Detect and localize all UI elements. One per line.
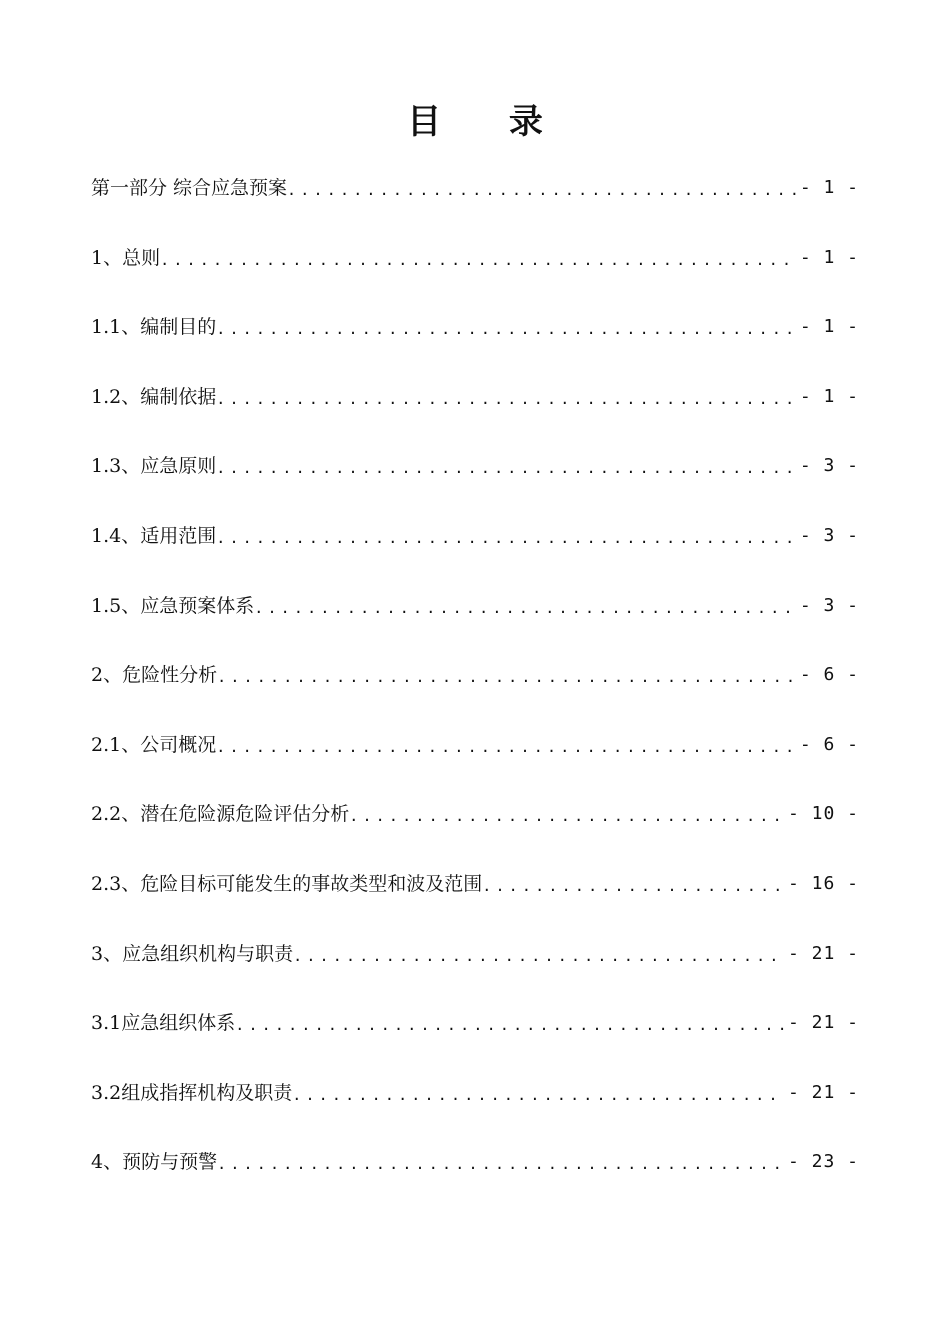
toc-entry-page: - 16 - [787, 872, 859, 894]
toc-entry-page: - 3 - [799, 455, 859, 477]
toc-entry[interactable] [91, 1075, 859, 1145]
table-of-contents [91, 170, 859, 1214]
toc-entry-label: 1.3、应急原则 [91, 455, 217, 478]
toc-entry[interactable] [91, 240, 859, 310]
toc-entry[interactable] [91, 1005, 859, 1075]
toc-entry[interactable] [91, 796, 859, 866]
toc-entry[interactable] [91, 379, 859, 449]
toc-entry-label: 1.1、编制目的 [91, 316, 217, 339]
toc-entry-page: - 21 - [787, 942, 859, 964]
toc-leader-dots [287, 170, 796, 208]
toc-entry-label: 3.1应急组织体系 [91, 1012, 236, 1035]
toc-leader-dots [216, 309, 796, 347]
toc-entry-page: - 6 - [799, 664, 859, 686]
toc-entry-label: 1.4、适用范围 [91, 524, 217, 547]
toc-leader-dots [235, 1005, 784, 1043]
toc-entry-label: 3.2组成指挥机构及职责 [91, 1081, 293, 1104]
toc-leader-dots [217, 657, 796, 695]
toc-entry[interactable] [91, 866, 859, 936]
toc-entry-label: 4、预防与预警 [91, 1151, 218, 1174]
toc-entry-label: 第一部分 综合应急预案 [91, 177, 288, 199]
toc-entry[interactable] [91, 936, 859, 1006]
toc-leader-dots [216, 448, 796, 486]
toc-entry-label: 2.1、公司概况 [91, 733, 217, 756]
toc-leader-dots [217, 1144, 784, 1182]
toc-entry-label: 2.3、危险目标可能发生的事故类型和波及范围 [91, 872, 483, 895]
toc-entry-page: - 3 - [799, 524, 859, 546]
toc-entry-label: 1.5、应急预案体系 [91, 594, 255, 617]
toc-entry[interactable] [91, 170, 859, 240]
toc-entry-label: 1、总则 [91, 246, 161, 269]
toc-entry-label: 3、应急组织机构与职责 [91, 942, 294, 965]
toc-entry[interactable] [91, 727, 859, 797]
toc-leader-dots [292, 1075, 784, 1113]
toc-leader-dots [293, 936, 784, 974]
toc-entry-page: - 1 - [799, 385, 859, 407]
toc-entry-page: - 1 - [799, 246, 859, 268]
toc-entry[interactable] [91, 518, 859, 588]
toc-leader-dots [254, 588, 796, 626]
toc-leader-dots [349, 796, 784, 834]
toc-entry[interactable] [91, 448, 859, 518]
toc-entry-label: 2.2、潜在危险源危险评估分析 [91, 803, 350, 826]
toc-entry[interactable] [91, 657, 859, 727]
toc-entry-page: - 23 - [787, 1151, 859, 1173]
toc-entry-page: - 1 - [799, 177, 859, 198]
toc-leader-dots [482, 866, 784, 904]
toc-entry-label: 1.2、编制依据 [91, 385, 217, 408]
toc-entry-page: - 21 - [787, 1081, 859, 1103]
toc-leader-dots [216, 379, 796, 417]
toc-entry[interactable] [91, 309, 859, 379]
toc-entry-page: - 21 - [787, 1012, 859, 1034]
toc-leader-dots [216, 518, 796, 556]
toc-entry[interactable] [91, 1144, 859, 1214]
page-title: 目 录 [407, 102, 571, 142]
toc-leader-dots [160, 240, 796, 278]
toc-entry-page: - 10 - [787, 803, 859, 825]
toc-entry-label: 2、危险性分析 [91, 664, 218, 687]
toc-entry[interactable] [91, 588, 859, 658]
toc-entry-page: - 6 - [799, 733, 859, 755]
toc-entry-page: - 1 - [799, 316, 859, 338]
toc-entry-page: - 3 - [799, 594, 859, 616]
toc-leader-dots [216, 727, 796, 765]
